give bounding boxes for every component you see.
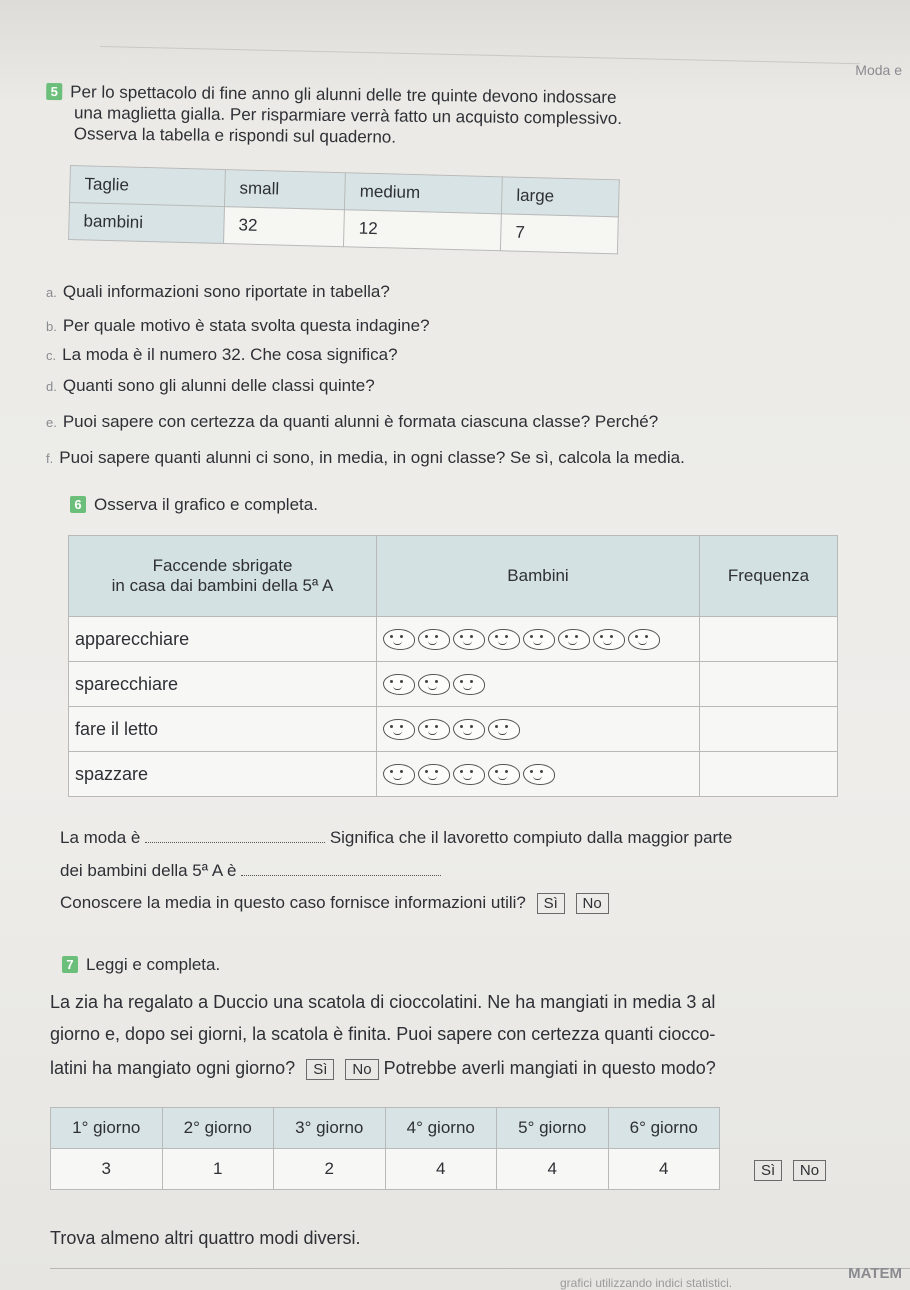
chocolates-table <box>50 1107 720 1190</box>
yes-box[interactable]: Sì <box>537 893 565 914</box>
yes-box[interactable]: Sì <box>754 1160 782 1181</box>
frequency-cell[interactable] <box>700 752 838 797</box>
day-header: 5° giorno <box>497 1108 609 1149</box>
child-face-icon <box>383 764 415 785</box>
chore-label: apparecchiare <box>69 617 377 662</box>
chore-blank[interactable] <box>241 875 441 876</box>
sizes-header-medium: medium <box>345 173 503 214</box>
sizes-header-large: large <box>501 177 619 217</box>
children-faces <box>377 662 700 707</box>
child-face-icon <box>418 719 450 740</box>
sizes-value-small: 32 <box>224 207 345 247</box>
day-header: 4° giorno <box>385 1108 497 1149</box>
table-answer-boxes <box>748 1160 826 1181</box>
day-value: 2 <box>274 1149 386 1190</box>
child-face-icon <box>418 764 450 785</box>
chores-row <box>69 662 838 707</box>
frequency-cell[interactable] <box>700 707 838 752</box>
ex7-title: 7 Leggi e completa. <box>62 954 220 975</box>
chore-label: sparecchiare <box>69 662 377 707</box>
footer-rule <box>50 1268 910 1269</box>
frequency-cell[interactable] <box>700 617 838 662</box>
child-face-icon <box>488 629 520 650</box>
ex5-intro <box>46 81 623 150</box>
day-header: 6° giorno <box>608 1108 720 1149</box>
chore-label: fare il letto <box>69 707 377 752</box>
ex7-text-line3: latini ha mangiato ogni giorno? Sì No Potrebbe averli mangiati in questo modo? <box>50 1058 716 1078</box>
day-value: 4 <box>385 1149 497 1190</box>
question-f: f. Puoi sapere quanti alunni ci sono, in media, in ogni classe? Se sì, calcola la media. <box>46 448 685 467</box>
day-value: 1 <box>162 1149 274 1190</box>
question-b: b. Per quale motivo è stata svolta questa indagine? <box>46 316 430 335</box>
days-header-row <box>51 1108 720 1149</box>
question-e: e. Puoi sapere con certezza da quanti alunni è formata ciascuna classe? Perché? <box>46 412 659 431</box>
day-header: 2° giorno <box>162 1108 274 1149</box>
no-box[interactable]: No <box>793 1160 826 1181</box>
child-face-icon <box>593 629 625 650</box>
ex6-number: 6 <box>70 496 86 513</box>
ex5-intro-line2: una maglietta gialla. Per risparmiare verrà fatto un acquisto complessivo. <box>73 103 623 129</box>
question-c: c. La moda è il numero 32. Che cosa significa? <box>46 345 398 364</box>
media-question-line: Conoscere la media in questo caso fornisce informazioni utili? Sì No <box>60 893 609 914</box>
ex6-title: 6 Osserva il grafico e completa. <box>70 494 318 515</box>
child-face-icon <box>488 764 520 785</box>
yes-box[interactable]: Sì <box>306 1059 334 1080</box>
child-face-icon <box>453 764 485 785</box>
ex5-intro-line1: Per lo spettacolo di fine anno gli alunni delle tre quinte devono indossare <box>70 82 617 107</box>
child-face-icon <box>383 629 415 650</box>
no-box[interactable]: No <box>345 1059 378 1080</box>
sizes-table <box>68 165 620 254</box>
day-value: 3 <box>51 1149 163 1190</box>
day-value: 4 <box>497 1149 609 1190</box>
frequency-cell[interactable] <box>700 662 838 707</box>
day-header: 1° giorno <box>51 1108 163 1149</box>
sizes-header-taglie: Taglie <box>70 166 226 207</box>
section-header: Moda e <box>855 62 902 78</box>
child-face-icon <box>488 719 520 740</box>
footer-subject: MATEM <box>848 1265 902 1282</box>
child-face-icon <box>418 629 450 650</box>
child-face-icon <box>383 674 415 695</box>
chores-row <box>69 707 838 752</box>
question-a: a. Quali informazioni sono riportate in tabella? <box>46 282 390 301</box>
child-face-icon <box>523 764 555 785</box>
sizes-value-medium: 12 <box>344 210 502 251</box>
day-header: 3° giorno <box>274 1108 386 1149</box>
chore-label: spazzare <box>69 752 377 797</box>
child-face-icon <box>383 719 415 740</box>
chores-header-children: Bambini <box>377 536 700 617</box>
footer-note: grafici utilizzando indici statistici. <box>560 1276 733 1290</box>
moda-blank[interactable] <box>145 842 325 843</box>
child-face-icon <box>453 674 485 695</box>
children-faces <box>377 707 700 752</box>
chores-header-frequency: Frequenza <box>700 536 838 617</box>
chores-row <box>69 617 838 662</box>
ex7-closing: Trova almeno altri quattro modi diversi. <box>50 1228 361 1248</box>
no-box[interactable]: No <box>576 893 609 914</box>
children-faces <box>377 617 700 662</box>
child-face-icon <box>558 629 590 650</box>
ex5-intro-line3: Osserva la tabella e rispondi sul quaderno. <box>73 124 397 147</box>
sizes-row-label: bambini <box>69 203 225 244</box>
values-row <box>51 1149 720 1190</box>
chores-row <box>69 752 838 797</box>
ex7-text-line1: La zia ha regalato a Duccio una scatola di cioccolatini. Ne ha mangiati in media 3 al <box>50 992 716 1012</box>
moda-line: La moda è Significa che il lavoretto compiuto dalla maggior parte <box>60 828 733 847</box>
ex7-number: 7 <box>62 956 78 973</box>
child-face-icon <box>453 629 485 650</box>
question-d: d. Quanti sono gli alunni delle classi quinte? <box>46 376 375 395</box>
sizes-value-large: 7 <box>500 214 618 254</box>
children-faces <box>377 752 700 797</box>
child-face-icon <box>453 719 485 740</box>
sizes-header-small: small <box>225 170 346 210</box>
ex5-number: 5 <box>46 83 62 100</box>
child-face-icon <box>523 629 555 650</box>
child-face-icon <box>418 674 450 695</box>
ex7-text-line2: giorno e, dopo sei giorni, la scatola è finita. Puoi sapere con certezza quanti ciocco- <box>50 1024 716 1044</box>
chores-header-activity: Faccende sbrigate in casa dai bambini della 5ª A <box>69 536 377 617</box>
chores-header-row <box>69 536 838 617</box>
child-face-icon <box>628 629 660 650</box>
dei-bambini-line: dei bambini della 5ª A è <box>60 861 441 881</box>
chores-pictogram-table <box>68 535 838 797</box>
header-rule <box>100 46 860 64</box>
day-value: 4 <box>608 1149 720 1190</box>
